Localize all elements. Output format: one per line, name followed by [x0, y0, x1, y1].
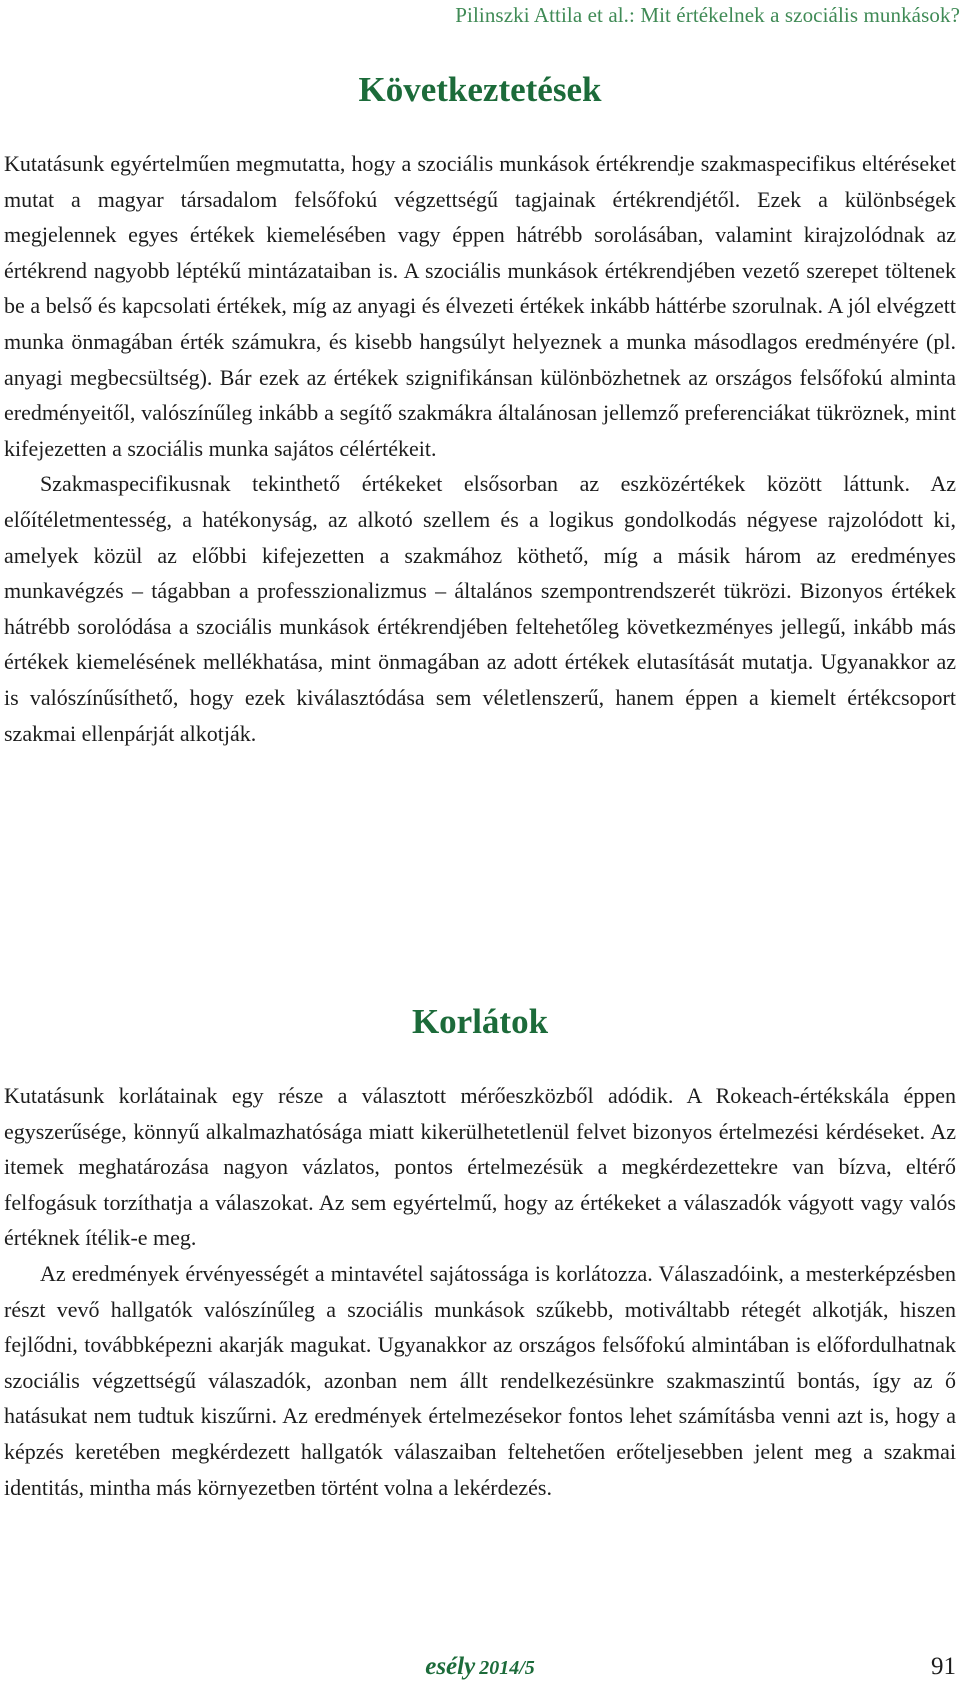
section-body-limitations — [4, 1078, 956, 1505]
page-number: 91 — [931, 1653, 956, 1680]
journal-issue: 2014/5 — [479, 1657, 535, 1679]
running-head: Pilinszki Attila et al.: Mit értékelnek a szociális munkások? — [455, 3, 960, 27]
paragraph: Kutatásunk egyértelműen megmutatta, hogy a szociális munkások értékrendje szakmaspecifikus eltéréseket mutat a magyar társadalom felsőfokú végzettségű tagjainak értékrendjétől. Ezek a különbségek megjelennek egyes értékek kiemelésében vagy éppen hátrébb sorolásában, valamint kirajzolódnak az értékrend nagyobb léptékű mintázataiban is. A szociális munkások értékrendjében vezető szerepet töltenek be a belső és kapcsolati értékek, míg az anyagi és élvezeti értékek inkább háttérbe szorulnak. A jól elvégzett munka önmagában érték számukra, és kisebb hangsúlyt helyeznek a munka másodlagos eredményére (pl. anyagi megbecsültség). Bár ezek az értékek szignifikánsan különbözhetnek az országos felsőfokú alminta eredményeitől, valószínűleg inkább a segítő szakmákra általánosan jellemző preferenciákat tükröznek, mint kifejezetten a szociális munka sajátos célértékeit. — [4, 151, 956, 461]
paragraph: Szakmaspecifikusnak tekinthető értékeket elsősorban az eszközértékek között láttunk. Az előítéletmentesség, a hatékonyság, az alkotó szellem és a logikus gondolkodás négyese rajzolódott ki, amelyek közül az előbbi kifejezetten a szakmához köthető, míg a másik három az eredményes munkavégzés – tágabban a professzionalizmus – általános szempontrendszerét tükrözi. Bizonyos értékek hátrébb sorolódása a szociális munkások értékrendjében feltehetőleg következményes jellegű, inkább más értékek kiemelésének mellékhatása, mint önmagában az adott értékek elutasítását mutatja. Ugyanakkor az is valószínűsíthető, hogy ezek kiválasztódása sem véletlenszerű, hanem éppen a kiemelt értékcsoport szakmai ellenpárját alkotják. — [4, 471, 956, 746]
journal-name: esély — [425, 1653, 476, 1680]
paragraph: Az eredmények érvényességét a mintavétel sajátossága is korlátozza. Válaszadóink, a mesterképzésben részt vevő hallgatók valószínűleg a szociális munkások szűkebb, motiváltabb rétegét alkotják, hiszen fejlődni, továbbképezni akarják magukat. Ugyanakkor az országos felsőfokú almintában is előfordulhatnak szociális végzettségű válaszadók, azonban nem állt rendelkezésünkre szakmaszintű bontás, így az ő hatásukat nem tudtuk kiszűrni. Az eredmények értelmezésekor fontos lehet számításba venni azt is, hogy a képzés keretében megkérdezett hallgatók válaszaiban feltehetően erőteljesebben jelent meg a szakmai identitás, mintha más környezetben történt volna a lekérdezés. — [4, 1260, 956, 1500]
section-title-limitations: Korlátok — [411, 1002, 549, 1041]
paragraph: Kutatásunk korlátainak egy része a választott mérőeszközből adódik. A Rokeach-értékskála éppen egyszerűsége, könnyű alkalmazhatósága miatt kikerülhetetlenül felvet bizonyos értelmezési kérdéseket. Az itemek meghatározása nagyon vázlatos, pontos értelmezésük a megkérdezettekre van bízva, eltérő felfogásuk torzíthatja a válaszokat. Az sem egyértelmű, hogy az értékeket a válaszadók vágyott vagy valós értéknek ítélik-e meg. — [4, 1083, 956, 1251]
section-body-conclusions — [4, 146, 956, 751]
section-title-conclusions: Következtetések — [358, 70, 602, 109]
journal-footer — [0, 1653, 960, 1681]
